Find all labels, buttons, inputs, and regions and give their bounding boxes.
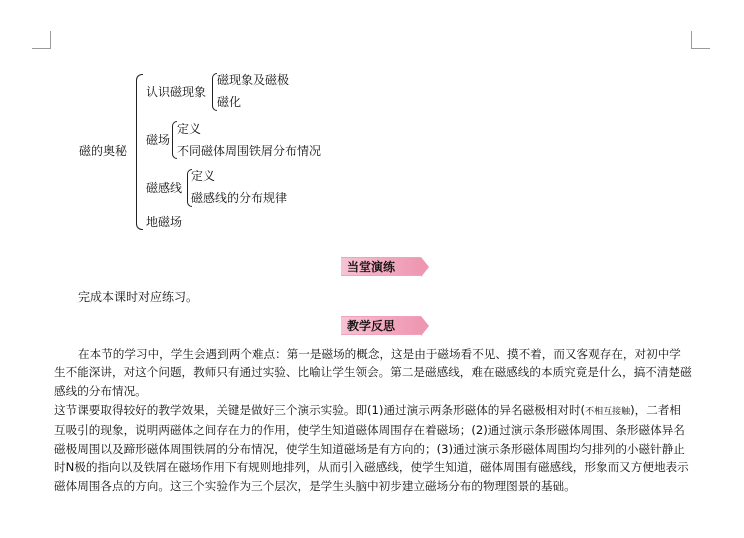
reflection-paragraph-2 [54,401,692,495]
branch3-item-2: 磁感线的分布规律 [191,191,288,205]
branch-magnetic-phenomena: 认识磁现象 [146,85,207,99]
section-heading-practice: 当堂演练 [341,257,421,276]
practice-instruction: 完成本课时对应练习。 [78,290,199,304]
reflection-paragraph-2-text-a: 这节课要取得较好的教学效果，关键是做好三个演示实验。即(1)通过演示两条形磁体的异名磁极相对时( [54,403,586,417]
reflection-paragraph-2-note: 不相互接触 [585,407,631,417]
reflection-paragraph-1 [54,345,692,400]
branch1-item-1: 磁现象及磁极 [217,73,290,87]
page-corner-mark-left [32,31,51,49]
reflection-paragraph-1-text: 在本节的学习中，学生会遇到两个难点：第一是磁场的概念，这是由于磁场看不见、摸不着，而又客观存在，对初中学生不能深讲，对这个问题，教师只有通过实验、比喻让学生领会。第二是磁感线，难在磁感线的本质究竟是什么，搞不清楚磁感线的分布情况。 [54,347,692,398]
page-corner-mark-right [691,31,710,49]
branch2-item-1: 定义 [177,122,202,136]
outline-root: 磁的奥秘 [79,144,128,158]
branch1-item-2: 磁化 [217,95,242,109]
root-brace [136,74,143,230]
branch-geomagnetic-field: 地磁场 [146,215,183,229]
branch-magnetic-field: 磁场 [146,133,171,147]
reflection-paragraph-2-text-b: )，二者相互吸引的现象，说明两磁体之间存在力的作用，使学生知道磁体周围存在着磁场；(2)通过演示条形磁体周围、条形磁体异名磁极周围以及蹄形磁体周围铁屑的分布情况，使学生知道磁场是有方向的；(3)通过演示条形磁体周围均匀排列的小磁针静止时N极的指向以及铁屑在磁场作用下有规则地排列，从而引入磁感线，使学生知道，磁体周围有磁感线，形象而又方便地表示磁体周围各点的方向。这三个实验作为三个层次，是学生头脑中初步建立磁场分布的物理图景的基础。 [54,403,689,493]
branch3-item-1: 定义 [191,169,216,183]
branch2-item-2: 不同磁体周围铁屑分布情况 [177,144,322,158]
branch-field-lines: 磁感线 [146,181,183,195]
section-heading-reflection: 教学反思 [341,316,421,335]
